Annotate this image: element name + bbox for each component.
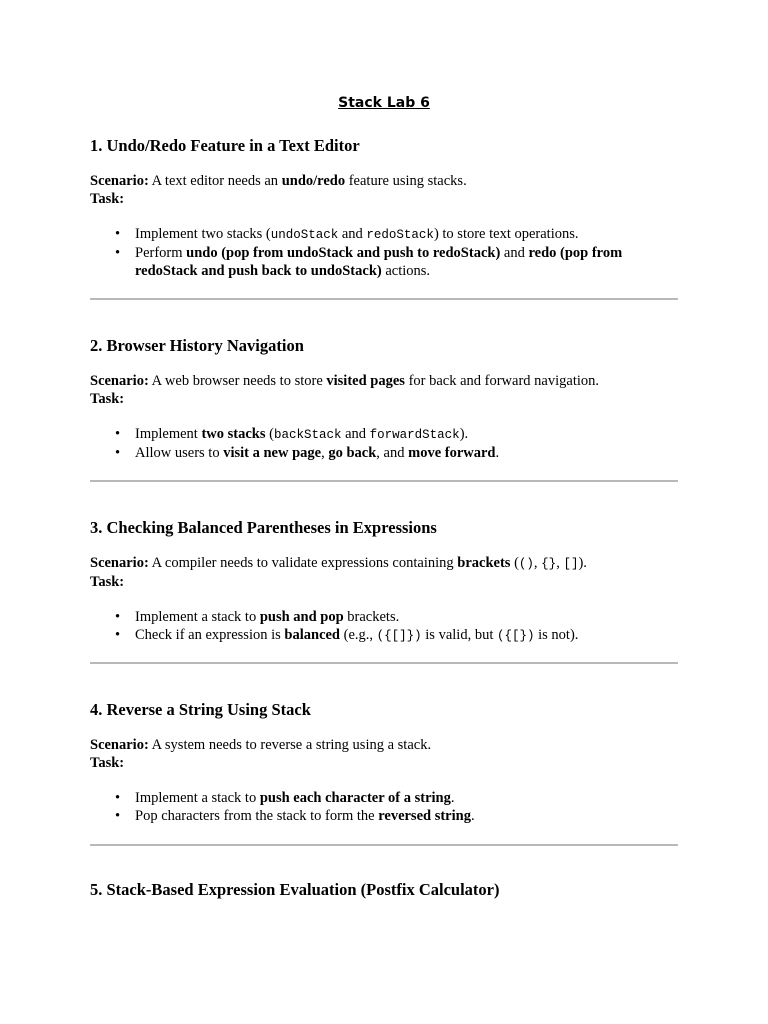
- text-run: A compiler needs to validate expressions containing: [148, 555, 458, 571]
- task-list: [90, 425, 680, 462]
- text-run: Perform: [135, 245, 187, 261]
- scenario-label: Scenario:: [90, 555, 149, 571]
- list-item: [135, 807, 680, 825]
- code-run: ({[}): [496, 629, 535, 643]
- scenario-text: [90, 737, 680, 755]
- text-run: feature using stacks.: [345, 173, 467, 189]
- text-run: ) to store text operations.: [433, 226, 579, 242]
- text-run: and: [341, 426, 370, 442]
- text-run: Implement a stack to: [135, 609, 260, 625]
- list-item: [135, 789, 680, 807]
- list-item: [135, 425, 680, 444]
- list-item: [135, 444, 680, 462]
- code-run: backStack: [273, 428, 342, 442]
- text-run: , and: [376, 445, 409, 461]
- text-run: for back and forward navigation.: [404, 373, 600, 389]
- text-run: Implement: [135, 426, 202, 442]
- section-2: [90, 336, 680, 462]
- task-label-text: Task:: [90, 754, 125, 771]
- code-run: {}: [541, 557, 557, 571]
- task-list: [90, 225, 680, 280]
- text-run: and: [500, 245, 529, 261]
- section-heading: 2. Browser History Navigation: [90, 336, 304, 355]
- task-label-text: Task:: [90, 573, 125, 590]
- text-run: A web browser needs to store: [148, 373, 327, 389]
- text-run: (: [510, 555, 519, 571]
- bold-run: visited pages: [326, 373, 405, 389]
- list-item: [135, 626, 680, 645]
- section-divider: [90, 844, 678, 846]
- bold-run: move forward: [408, 445, 496, 461]
- text-run: .: [470, 808, 475, 824]
- section-5: [90, 880, 680, 900]
- text-run: .: [495, 445, 500, 461]
- task-label: [90, 755, 680, 773]
- text-run: ).: [578, 555, 587, 571]
- section-divider: [90, 662, 678, 664]
- bold-run: brackets: [457, 555, 511, 571]
- text-run: A system needs to reverse a string using a stack.: [148, 737, 432, 753]
- section-heading: 1. Undo/Redo Feature in a Text Editor: [90, 136, 360, 155]
- section-heading: 3. Checking Balanced Parentheses in Expressions: [90, 518, 437, 537]
- bold-run: redo (pop from redoStack and push back to undoStack): [135, 245, 623, 279]
- task-label: [90, 391, 680, 409]
- section-divider: [90, 298, 678, 300]
- bold-run: balanced: [284, 627, 340, 643]
- bold-run: two stacks: [201, 426, 266, 442]
- bold-run: reversed string: [378, 808, 471, 824]
- code-run: ({[]}): [376, 629, 422, 643]
- bold-run: push each character of a string: [259, 790, 451, 806]
- code-run: []: [563, 557, 579, 571]
- task-label: [90, 574, 680, 592]
- bold-run: go back: [328, 445, 377, 461]
- scenario-text: [90, 373, 680, 391]
- task-list: [90, 789, 680, 825]
- text-run: Pop characters from the stack to form the: [135, 808, 379, 824]
- text-run: Implement two stacks (: [135, 226, 271, 242]
- section-3: [90, 518, 680, 645]
- list-item: [135, 244, 680, 280]
- section-divider: [90, 480, 678, 482]
- text-run: (: [265, 426, 274, 442]
- text-run: and: [338, 226, 367, 242]
- list-item: [135, 608, 680, 626]
- code-run: (): [518, 557, 534, 571]
- text-run: ,: [321, 445, 329, 461]
- text-run: (e.g.,: [340, 627, 377, 643]
- text-run: ).: [459, 426, 469, 442]
- document-title: Stack Lab 6: [338, 95, 430, 111]
- bold-run: undo (pop from undoStack and push to redoStack): [186, 245, 501, 261]
- section-1: [90, 136, 680, 280]
- text-run: Implement a stack to: [135, 790, 260, 806]
- list-item: [135, 225, 680, 244]
- text-run: ,: [533, 555, 542, 571]
- task-label: [90, 191, 680, 209]
- task-label-text: Task:: [90, 390, 125, 407]
- task-list: [90, 608, 680, 645]
- text-run: A text editor needs an: [148, 173, 282, 189]
- text-run: actions.: [381, 263, 431, 279]
- scenario-label: Scenario:: [90, 373, 149, 389]
- code-run: undoStack: [270, 228, 339, 242]
- text-run: is valid, but: [421, 627, 497, 643]
- scenario-text: [90, 555, 680, 574]
- bold-run: visit a new page: [223, 445, 322, 461]
- text-run: brackets.: [343, 609, 400, 625]
- scenario-text: [90, 173, 680, 191]
- section-heading: 4. Reverse a String Using Stack: [90, 700, 311, 719]
- section-heading: 5. Stack-Based Expression Evaluation (Postfix Calculator): [90, 880, 500, 899]
- code-run: redoStack: [366, 228, 434, 242]
- task-label-text: Task:: [90, 190, 125, 207]
- scenario-label: Scenario:: [90, 737, 149, 753]
- text-run: Check if an expression is: [135, 627, 285, 643]
- text-run: .: [450, 790, 455, 806]
- code-run: forwardStack: [369, 428, 460, 442]
- scenario-label: Scenario:: [90, 173, 149, 189]
- bold-run: push and pop: [259, 609, 344, 625]
- text-run: ,: [556, 555, 564, 571]
- bold-run: undo/redo: [281, 173, 346, 189]
- text-run: Allow users to: [135, 445, 224, 461]
- section-4: [90, 700, 680, 825]
- text-run: is not).: [534, 627, 579, 643]
